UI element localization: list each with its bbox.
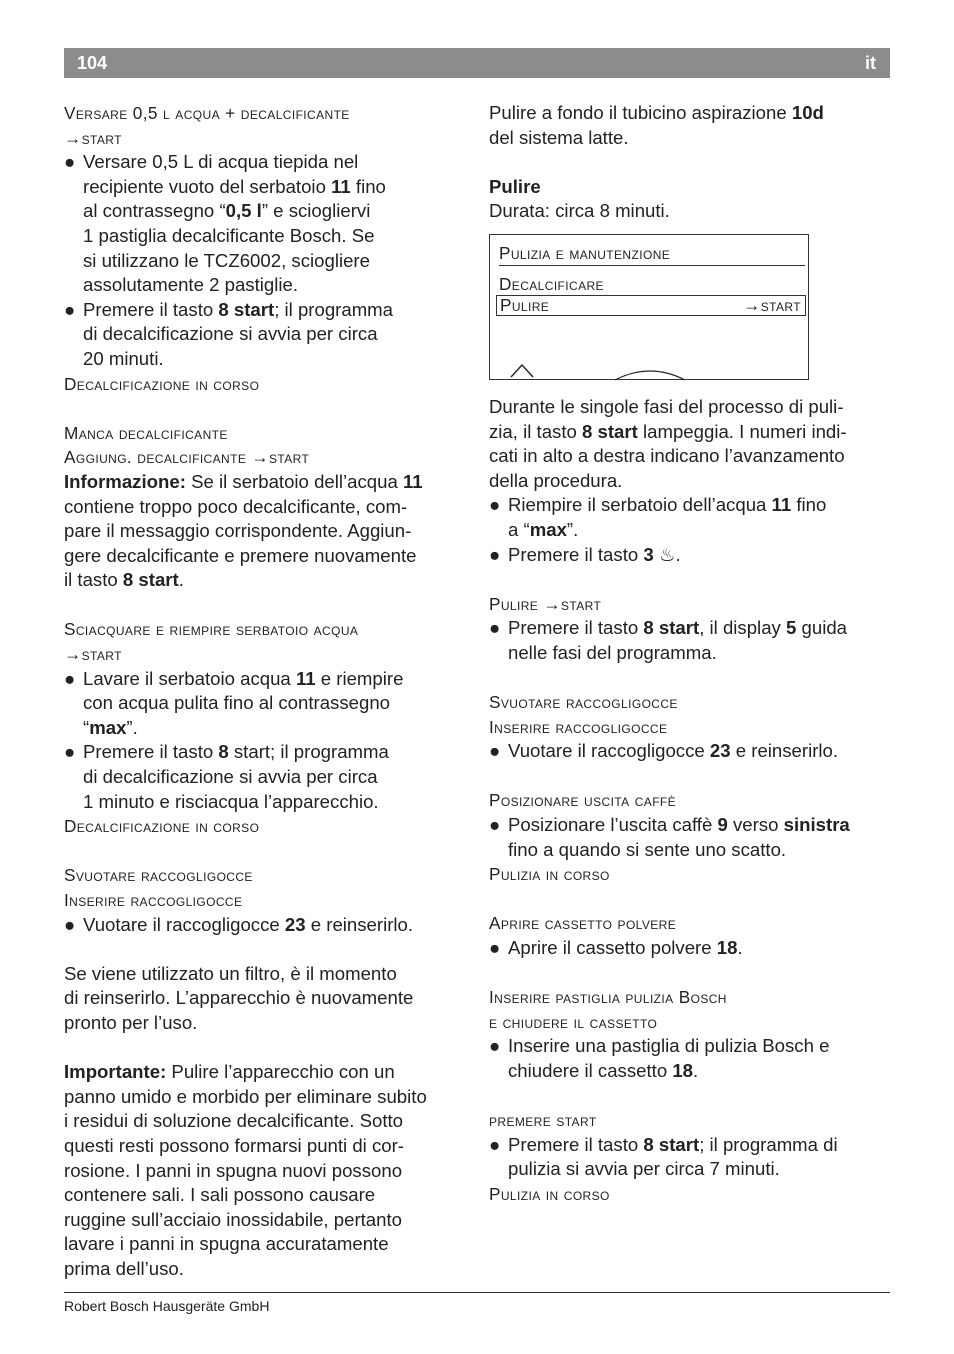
language-code: it — [865, 53, 876, 73]
filter-paragraph: Se viene utilizzato un filtro, è il momento di reinserirlo. L’apparecchio è nuovamente pronto per l’uso. — [64, 962, 414, 1033]
bullet-icon: ● — [489, 740, 501, 762]
left-column — [64, 101, 469, 1282]
info-paragraph: Informazione: Se il serbatoio dell’acqua 11 contiene troppo poco decalcificante, com- pare il messaggio corrispondente. Aggiun- gere decalcificante e premere nuovamente il tasto 8 start. — [64, 470, 423, 591]
section-title: premere start — [489, 1110, 597, 1131]
page-number: 104 — [77, 53, 108, 73]
section-title: Sciacquare e riempire serbatoio acqua — [64, 619, 359, 640]
during-paragraph: Durante le singole fasi del processo di puli- zia, il tasto 8 start lampeggia. I numeri indi- cati in alto a destra indicano l’avanzamento della procedura. — [489, 395, 847, 491]
section-heading: Pulire — [489, 175, 541, 197]
status-text: Decalcificazione in corso — [64, 373, 260, 394]
section-title: Inserire pastiglia pulizia Bosch — [489, 987, 727, 1008]
bullet-item: ● Vuotare il raccogligocce 23 e reinserirlo. — [489, 739, 889, 764]
bullet-item: ● Premere il tasto 8 start; il programma di decalcificazione si avvia per circa 20 minuti. — [64, 298, 469, 372]
bullet-item: ● Premere il tasto 8 start, il display 5 guida nelle fasi del programma. — [489, 616, 889, 665]
section-title: Inserire raccogligocce — [489, 716, 668, 737]
section-title: Svuotare raccogligocce — [489, 692, 678, 713]
page-header — [64, 48, 890, 78]
duration-text: Durata: circa 8 minuti. — [489, 200, 670, 222]
intro-paragraph: Pulire a fondo il tubicino aspirazione 10d del sistema latte. — [489, 102, 824, 148]
section-title: e chiudere il cassetto — [489, 1011, 658, 1032]
bullet-item: ● Aprire il cassetto polvere 18. — [489, 936, 889, 961]
bullet-icon: ● — [489, 617, 501, 639]
bullet-item: ● Premere il tasto 8 start; il programma di decalcificazione si avvia per circa 1 minuto e risciacqua l’apparecchio. — [64, 740, 469, 814]
bullet-item: ● Versare 0,5 L di acqua tiepida nel recipiente vuoto del serbatoio 11 fino al contrassegno “0,5 l” e sciogliervi 1 pastiglia decalcificante Bosch. Se si utilizzano le TCZ6002, sciogliere assolutamente 2 pastiglie. — [64, 150, 469, 298]
bullet-item: ● Premere il tasto 8 start; il programma di pulizia si avvia per circa 7 minuti. — [489, 1133, 889, 1182]
important-paragraph: Importante: Pulire l’apparecchio con un panno umido e morbido per eliminare subito i residui di soluzione decalcificante. Sotto questi resti possono formarsi punti di cor- rosione. I panni in spugna nuovi possono contenere sali. I sali possono causare ruggine sull’acciaio inossidabile, pertanto lavare i panni in spugna accuratamente prima dell’uso. — [64, 1061, 427, 1279]
bullet-icon: ● — [64, 741, 76, 763]
right-column — [489, 101, 889, 1207]
bullet-item: ● Posizionare l’uscita caffè 9 verso sinistra fino a quando si sente uno scatto. — [489, 813, 889, 862]
bullet-icon: ● — [64, 667, 76, 689]
display-decoration — [490, 235, 810, 381]
bullet-icon: ● — [64, 913, 76, 935]
section-title: Aggiung. decalcificante →start — [64, 447, 310, 468]
section-title: Pulire →start — [489, 593, 602, 614]
bullet-icon: ● — [489, 1035, 501, 1057]
section-title: Versare 0,5 l acqua + decalcificante — [64, 103, 350, 123]
section-title: Posizionare uscita caffè — [489, 790, 677, 811]
section-title: Aprire cassetto polvere — [489, 913, 677, 934]
footer-company: Robert Bosch Hausgeräte GmbH — [64, 1298, 270, 1314]
status-text: Decalcificazione in corso — [64, 816, 260, 837]
bullet-icon: ● — [489, 937, 501, 959]
display-arc — [615, 371, 685, 380]
bullet-item: ● Vuotare il raccogligocce 23 e reinserirlo. — [64, 913, 469, 938]
section-title: →start — [64, 127, 122, 148]
bullet-icon: ● — [489, 494, 501, 516]
bullet-item: ● Premere il tasto 3 ♨. — [489, 543, 889, 568]
display-line-3-selected: Pulire →start — [496, 295, 806, 316]
bullet-icon: ● — [489, 1133, 501, 1155]
status-text: Pulizia in corso — [489, 864, 610, 885]
display-line-2: Decalcificare — [499, 273, 604, 294]
section-title: →start — [64, 644, 122, 665]
section-title: Manca decalcificante — [64, 422, 228, 443]
bullet-item: ● Inserire una pastiglia di pulizia Bosch e chiudere il cassetto 18. — [489, 1034, 889, 1083]
steam-icon: ♨. — [653, 543, 681, 565]
bullet-icon: ● — [64, 151, 76, 173]
bullet-item: ● Riempire il serbatoio dell’acqua 11 fino a “max”. — [489, 493, 889, 542]
bullet-icon: ● — [489, 543, 501, 565]
bullet-item: ● Lavare il serbatoio acqua 11 e riempire con acqua pulita fino al contrassegno “max”. — [64, 667, 469, 741]
machine-display — [489, 234, 809, 380]
footer-divider — [64, 1292, 890, 1293]
section-title: Inserire raccogligocce — [64, 890, 243, 910]
status-text: Pulizia in corso — [489, 1183, 610, 1204]
display-line-1: Pulizia e manutenzione — [499, 241, 805, 266]
section-title: Svuotare raccogligocce — [64, 865, 253, 886]
up-arrow-icon — [511, 365, 533, 377]
bullet-icon: ● — [64, 298, 76, 320]
bullet-icon: ● — [489, 814, 501, 836]
